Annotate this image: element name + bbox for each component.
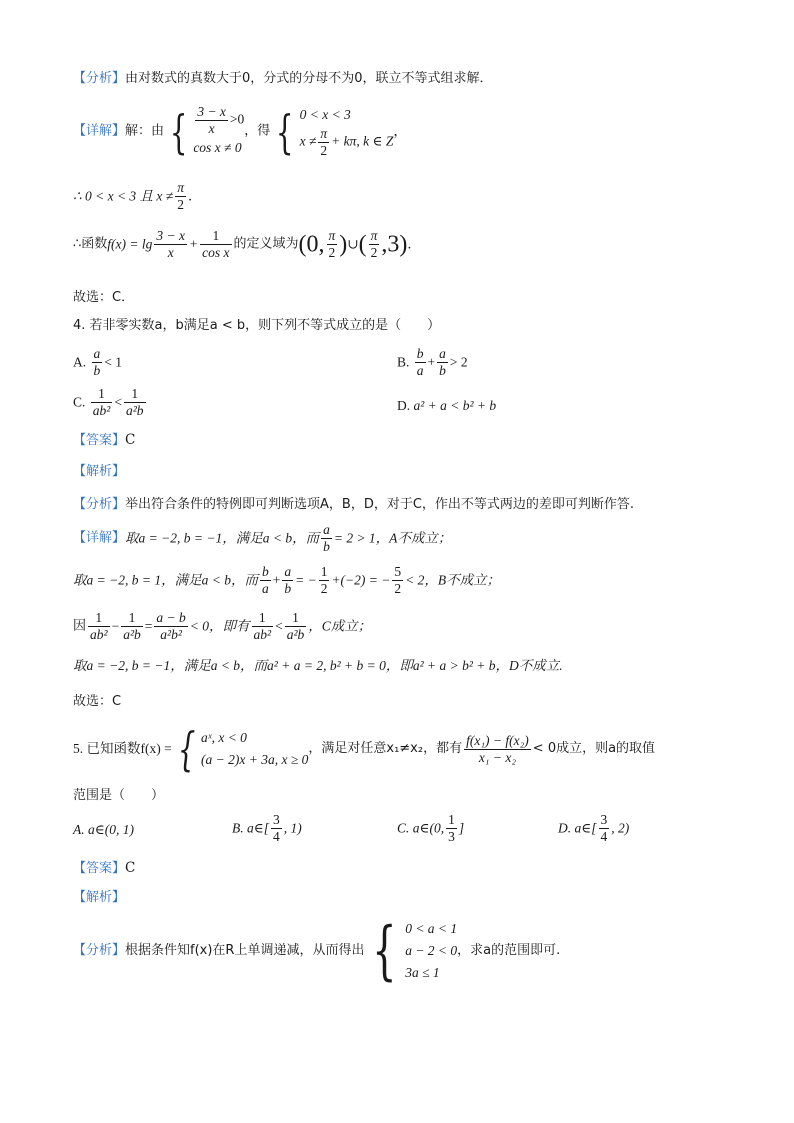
- analysis-tag: 【分析】: [73, 71, 126, 86]
- q4-option-d: D. a² + a < b² + b: [397, 398, 497, 413]
- q4-choose: 故选：C: [73, 694, 122, 709]
- therefore-line-2: ∴函数f(x) = lg $\frac{3 - x}{x}$ + $\frac{1}{\text{cos x}}$ 的定义域为(0, $\frac{\pi}{2}$ )∪( $\frac{\pi}{2}$ ,3)．: [73, 228, 421, 260]
- q5-analysis: 【分析】根据条件知f(x)在R上单调递减，从而得出 { 0 < a < 1 a − 2 < 0 3a ≤ 1 ，求a的范围即可.: [73, 914, 561, 988]
- system-1: $\frac{3 - x}{x}$ >0 cos x ≠ 0: [193, 104, 245, 155]
- piecewise-cases: aˣ, x < 0 (a − 2)x + 3a, x ≥ 0: [201, 730, 309, 767]
- detail-prefix: 解：由: [125, 123, 165, 139]
- q4-option-b: B. $\frac{b}{a}$ + $\frac{a}{b}$ > 2: [397, 346, 468, 378]
- q5-jiexi: 【解析】: [73, 890, 126, 905]
- q5-option-c: C. a∈(0, $\frac{1}{3}$ ]: [397, 812, 465, 844]
- q4-detail-4: 取a = −2, b = −1，满足a < b，而a² + a = 2, b² + b = 0，即a² + a > b² + b，D不成立.: [73, 658, 563, 673]
- choose-line-1: 故选：C．: [73, 290, 135, 305]
- question-4-stem: 4. 若非零实数a，b满足a < b，则下列不等式成立的是（ ）: [73, 318, 441, 333]
- left-brace: {: [169, 104, 188, 159]
- question-5-stem-2: 范围是（ ）: [73, 788, 165, 803]
- system-2: 0 < x < 3 x ≠ $\frac{\pi}{2}$ + kπ, k ∈ Z: [299, 107, 394, 158]
- left-brace: {: [276, 104, 294, 159]
- analysis-line-1: [73, 68, 493, 89]
- condition-system: 0 < a < 1 a − 2 < 0 3a ≤ 1: [405, 921, 458, 980]
- analysis-text: 由对数式的真数大于0，分式的分母不为0，联立不等式组求解．: [125, 71, 493, 86]
- q4-detail-1: 【详解】取a = −2, b = −1，满足a < b，而 $\frac{a}{b}$ = 2 > 1，A不成立；: [73, 522, 452, 554]
- left-brace: {: [372, 914, 398, 988]
- fraction: $\frac{3 - x}{x}$: [197, 104, 226, 136]
- q4-answer: 【答案】C: [73, 432, 136, 448]
- question-5-stem: 5. 已知函数f(x) = { aˣ, x < 0 (a − 2)x + 3a, x ≥ 0 ，满足对任意x₁≠x₂，都有 $\frac{\text{f(x₁) − f(x₂)}}{\text{x₁ − x₂}}$ < 0成立，则a的取值: [73, 722, 656, 776]
- q5-option-b: B. a∈[ $\frac{3}{4}$ , 1): [232, 812, 302, 844]
- q4-jiexi: 【解析】: [73, 464, 126, 479]
- q5-option-a: A. a∈(0, 1): [73, 822, 134, 837]
- q4-analysis: 【分析】举出符合条件的特例即可判断选项A，B，D，对于C，作出不等式两边的差即可判断作答.: [73, 497, 635, 512]
- detail-line-1: 【详解】解：由 { $\frac{3 - x}{x}$ >0 cos x ≠ 0 ，得 { 0 < x < 3 x ≠ $\frac{\pi}{2}$ + kπ, k ∈ Z ，: [73, 104, 407, 159]
- q5-option-d: D. a∈[ $\frac{3}{4}$ , 2): [558, 812, 630, 844]
- q5-answer: 【答案】C: [73, 860, 136, 876]
- therefore-line-1: ∴ 0 < x < 3 且 x ≠ $\frac{\pi}{2}$ ．: [73, 180, 202, 212]
- q4-option-a: A. $\frac{a}{b}$ < 1: [73, 346, 122, 378]
- q4-detail-3: 因 $\frac{1}{\text{ab²}}$ − $\frac{1}{\text{a²b}}$ = $\frac{a - b}{\text{a²b²}}$ < 0，即有 $\frac{1}{\text{ab²}}$ < $\frac{1}{\text{a²b}}$ ，C成立；: [73, 610, 372, 642]
- left-brace: {: [177, 722, 196, 776]
- detail-tag: 【详解】: [73, 123, 126, 139]
- q4-detail-2: 取a = −2, b = 1，满足a < b，而 $\frac{b}{a}$ + $\frac{a}{b}$ = − $\frac{1}{2}$ +(−2) = − $\frac{5}{2}$ < 2，B不成立；: [73, 564, 501, 596]
- q4-option-c: C. $\frac{1}{\text{ab²}}$ < $\frac{1}{\text{a²b}}$: [73, 386, 144, 418]
